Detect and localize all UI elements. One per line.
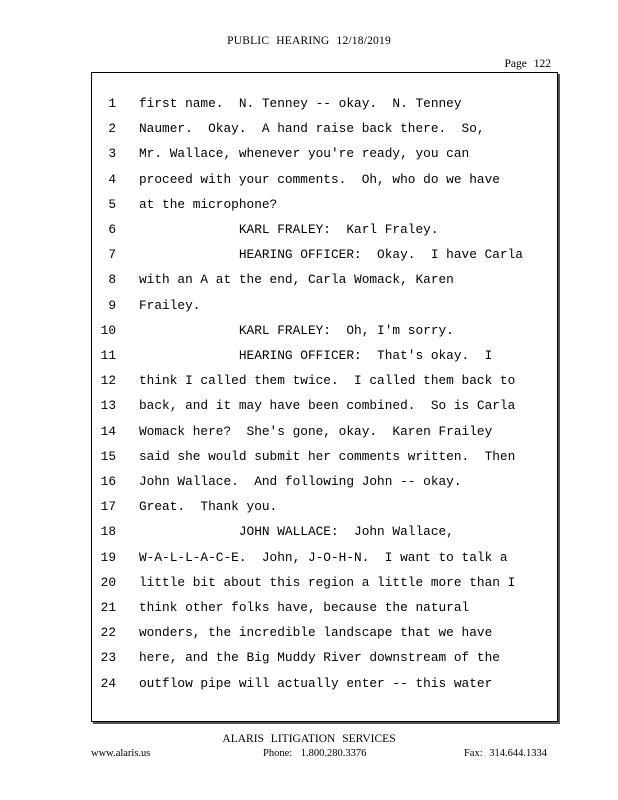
transcript-line bbox=[92, 548, 532, 568]
line-text: HEARING OFFICER: Okay. I have Carla bbox=[139, 247, 523, 263]
line-number: 8 bbox=[108, 272, 116, 288]
transcript-line bbox=[92, 119, 532, 139]
transcript-page-frame bbox=[91, 72, 558, 722]
line-number: 22 bbox=[100, 625, 116, 641]
transcript-line bbox=[92, 497, 532, 517]
document-header-title: PUBLIC HEARING 12/18/2019 bbox=[227, 35, 391, 47]
line-number: 20 bbox=[100, 574, 116, 590]
line-text: proceed with your comments. Oh, who do we have bbox=[139, 171, 500, 187]
line-number: 21 bbox=[100, 600, 116, 615]
line-text: Frailey. bbox=[139, 297, 201, 313]
transcript-line bbox=[92, 472, 532, 492]
line-text: JOHN WALLACE: John Wallace, bbox=[139, 524, 454, 540]
line-number: 12 bbox=[100, 373, 116, 389]
line-number: 9 bbox=[108, 297, 116, 313]
page-number: Page 122 bbox=[504, 58, 551, 70]
line-text: said she would submit her comments written. Then bbox=[139, 448, 516, 464]
footer-contact-row bbox=[0, 748, 618, 764]
line-text: here, and the Big Muddy River downstream of the bbox=[139, 650, 500, 666]
transcript-line bbox=[92, 296, 532, 316]
transcript-line bbox=[92, 245, 532, 265]
footer-phone: Phone: 1.800.280.3376 bbox=[263, 748, 367, 759]
transcript-line bbox=[92, 144, 532, 164]
transcript-line bbox=[92, 648, 532, 668]
line-number: 7 bbox=[108, 247, 116, 263]
line-number: 2 bbox=[108, 121, 116, 137]
transcript-line bbox=[92, 346, 532, 366]
transcript-line bbox=[92, 396, 532, 416]
line-text: KARL FRALEY: Oh, I'm sorry. bbox=[139, 322, 454, 338]
line-number: 19 bbox=[100, 549, 116, 565]
line-number: 3 bbox=[108, 146, 116, 162]
line-text: think other folks have, because the natural bbox=[139, 600, 470, 615]
transcript-line bbox=[92, 447, 532, 467]
line-text: W-A-L-L-A-C-E. John, J-O-H-N. I want to talk a bbox=[139, 549, 508, 565]
line-number: 6 bbox=[108, 222, 116, 237]
line-text: wonders, the incredible landscape that we have bbox=[139, 625, 493, 641]
line-text: Womack here? She's gone, okay. Karen Frailey bbox=[139, 423, 493, 439]
footer-company-name: ALARIS LITIGATION SERVICES bbox=[222, 733, 396, 745]
transcript-line bbox=[92, 195, 532, 215]
line-number: 1 bbox=[108, 96, 116, 111]
line-number: 16 bbox=[100, 474, 116, 489]
transcript-line bbox=[92, 598, 532, 618]
line-text: little bit about this region a little more than I bbox=[139, 574, 516, 590]
line-text: Naumer. Okay. A hand raise back there. So, bbox=[139, 121, 485, 137]
transcript-line bbox=[92, 674, 532, 694]
transcript-line bbox=[92, 321, 532, 341]
line-text: first name. N. Tenney -- okay. N. Tenney bbox=[139, 96, 462, 111]
transcript-line bbox=[92, 270, 532, 290]
line-text: think I called them twice. I called them back to bbox=[139, 373, 516, 389]
line-text: HEARING OFFICER: That's okay. I bbox=[139, 348, 493, 363]
line-text: back, and it may have been combined. So is Carla bbox=[139, 398, 516, 414]
line-text: Great. Thank you. bbox=[139, 499, 278, 515]
line-text: outflow pipe will actually enter -- this water bbox=[139, 675, 493, 691]
transcript-line bbox=[92, 170, 532, 190]
line-number: 14 bbox=[100, 423, 116, 439]
line-number: 11 bbox=[100, 348, 116, 363]
transcript-line bbox=[92, 422, 532, 442]
line-number: 5 bbox=[108, 196, 116, 212]
line-text: Mr. Wallace, whenever you're ready, you can bbox=[139, 146, 470, 162]
line-number: 13 bbox=[100, 398, 116, 414]
line-number: 15 bbox=[100, 448, 116, 464]
transcript-line bbox=[92, 522, 532, 542]
line-text: with an A at the end, Carla Womack, Karen bbox=[139, 272, 454, 288]
footer-website: www.alaris.us bbox=[91, 748, 151, 759]
transcript-line bbox=[92, 623, 532, 643]
line-number: 4 bbox=[108, 171, 116, 187]
footer-fax: Fax: 314.644.1334 bbox=[463, 748, 547, 759]
line-text: John Wallace. And following John -- okay. bbox=[139, 474, 462, 489]
line-number: 23 bbox=[100, 650, 116, 666]
transcript-line bbox=[92, 573, 532, 593]
transcript-line bbox=[92, 371, 532, 391]
line-text: KARL FRALEY: Karl Fraley. bbox=[139, 222, 439, 237]
transcript-line bbox=[92, 94, 532, 114]
line-number: 17 bbox=[100, 499, 116, 515]
line-text: at the microphone? bbox=[139, 196, 278, 212]
line-number: 18 bbox=[100, 524, 116, 540]
line-number: 24 bbox=[100, 675, 116, 691]
transcript-line bbox=[92, 220, 532, 240]
line-number: 10 bbox=[100, 322, 116, 338]
